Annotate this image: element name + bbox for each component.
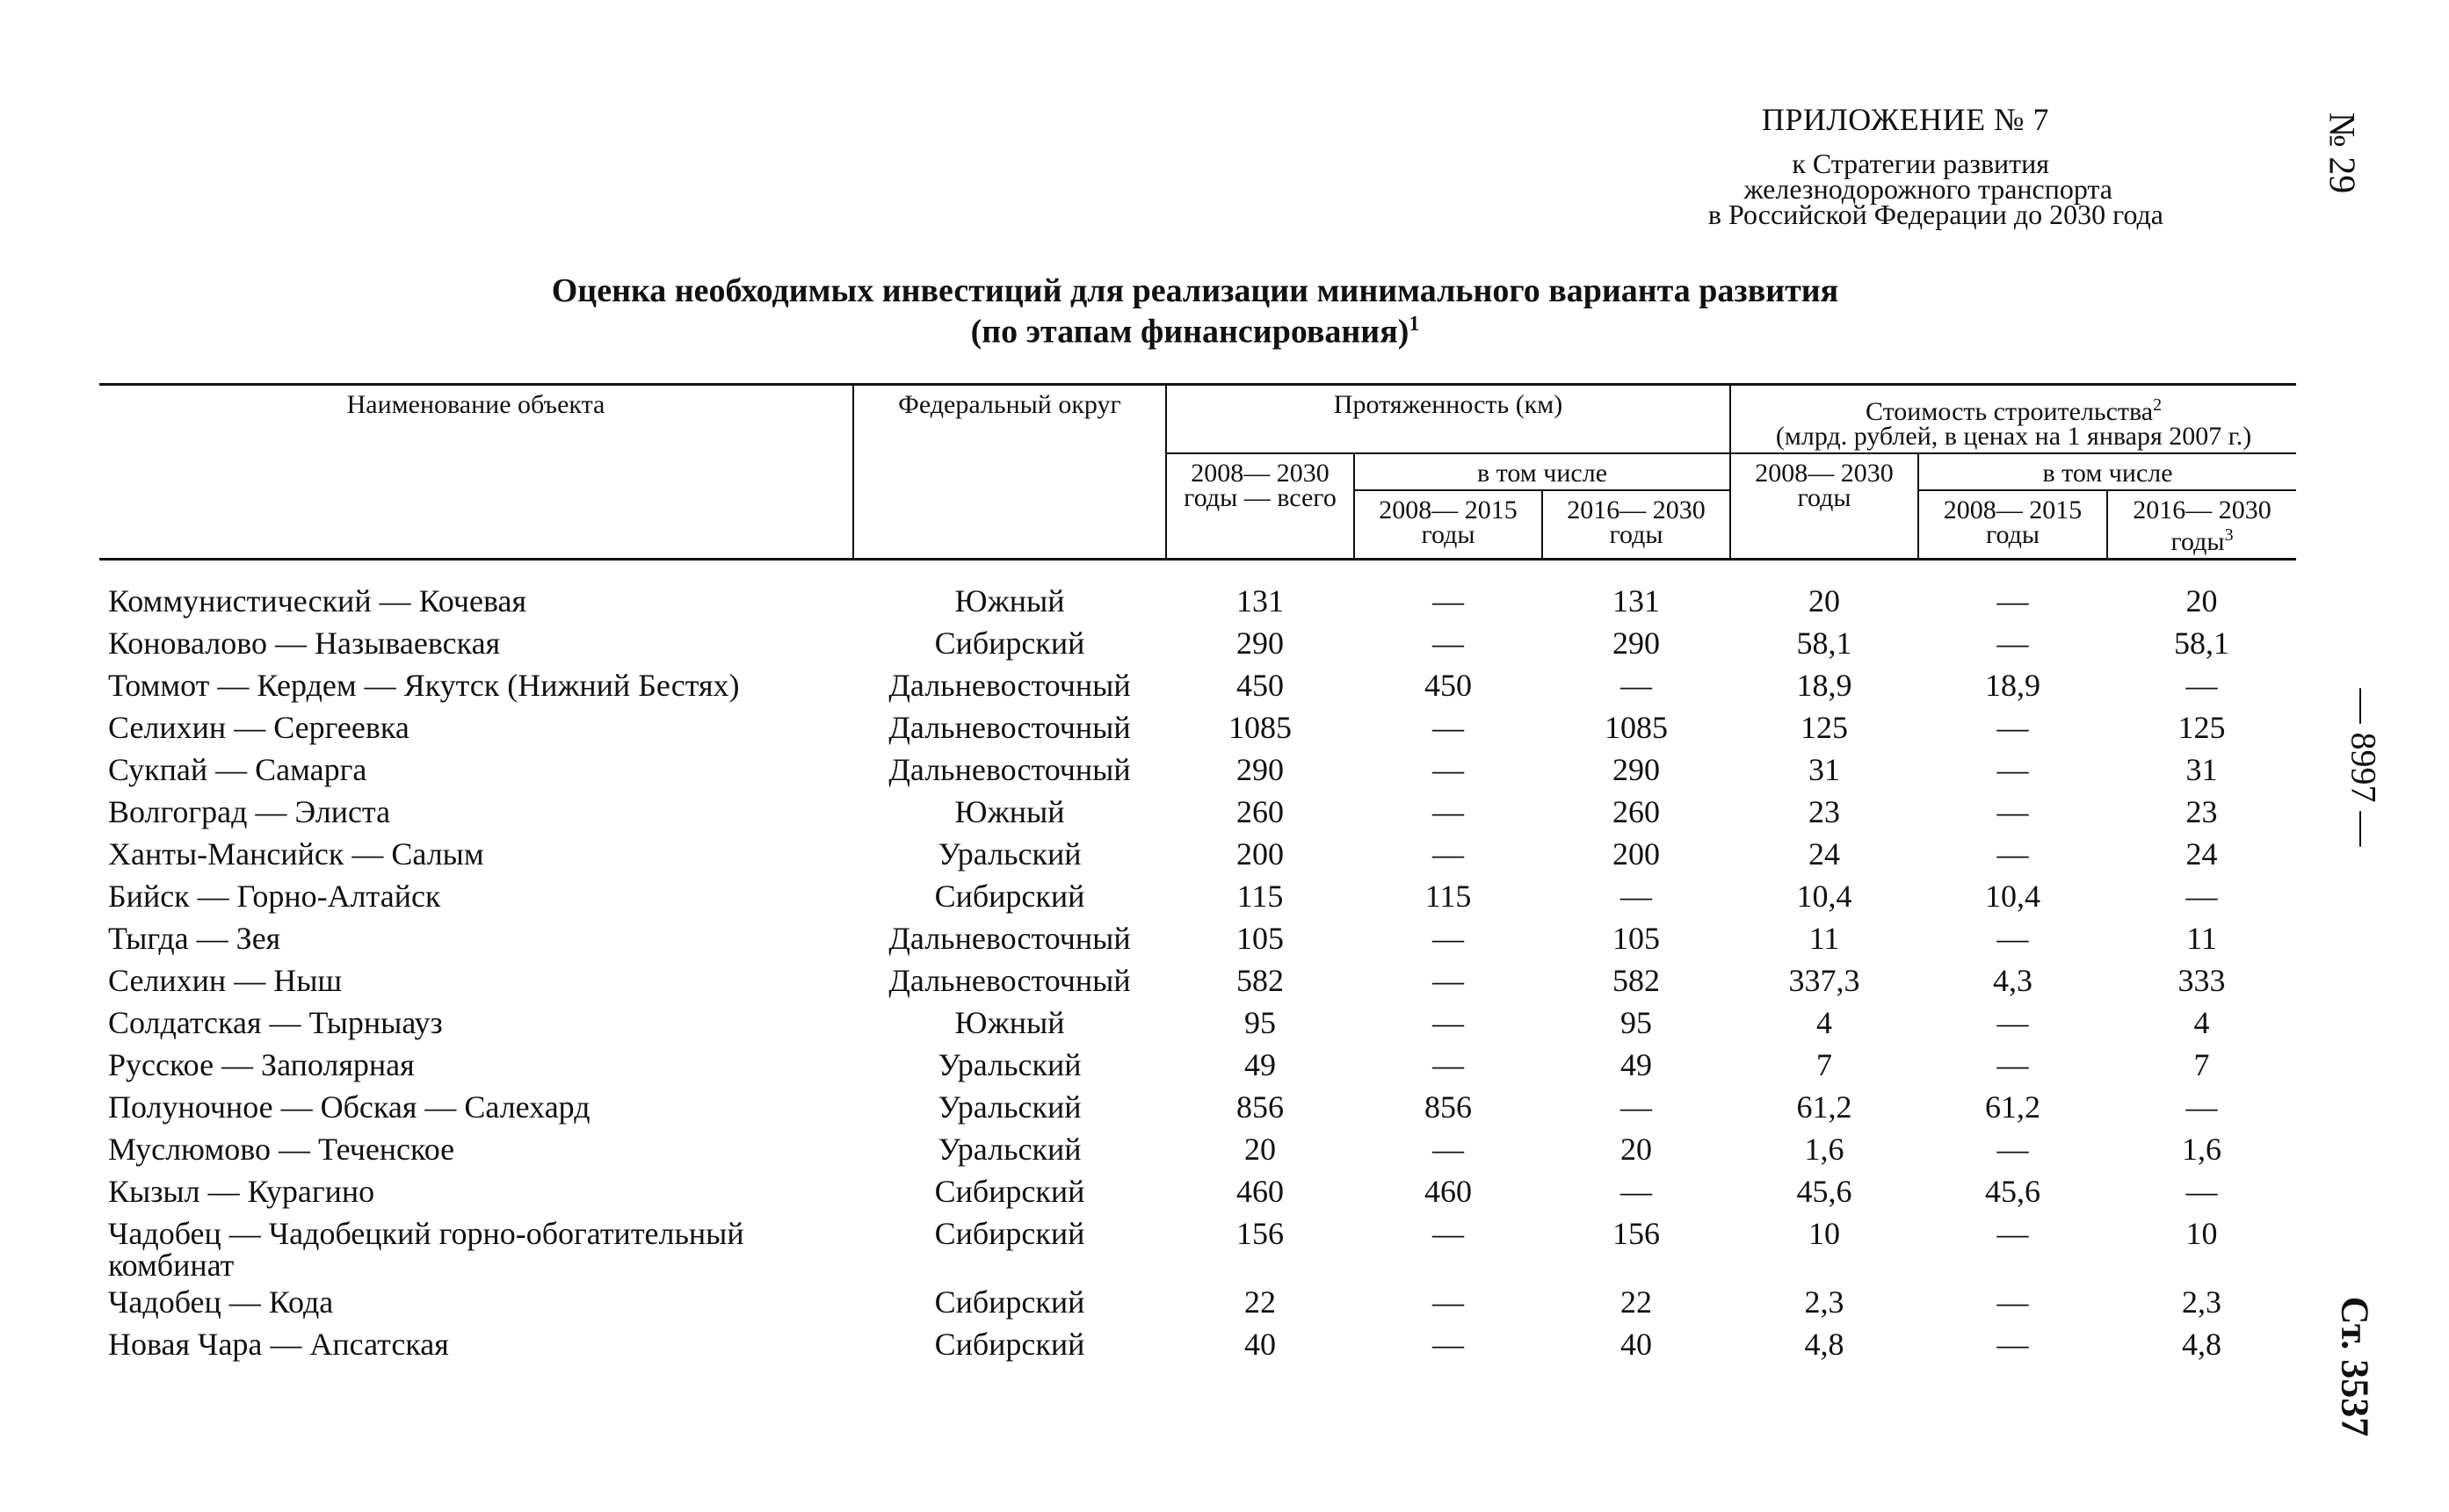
investment-table xyxy=(99,383,2296,1365)
cell-district: Дальневосточный xyxy=(888,963,1131,998)
header-cost-units: (млрд. рублей, в ценах на 1 января 2007 г.) xyxy=(1775,422,2252,451)
cell-cost-p1: — xyxy=(1996,836,2029,872)
table-row xyxy=(99,959,2296,1002)
cell-len-p1: 450 xyxy=(1424,668,1472,703)
cell-name: Сукпай — Самарга xyxy=(108,752,367,787)
cell-cost-total: 58,1 xyxy=(1796,626,1852,661)
cell-cost-p2: 4,8 xyxy=(2182,1327,2222,1362)
cell-len-p2: 20 xyxy=(1620,1132,1653,1167)
cell-cost-p1: 61,2 xyxy=(1985,1089,2041,1125)
cell-len-p2: — xyxy=(1620,668,1653,703)
article-number: Ст. 3537 xyxy=(2333,1296,2377,1437)
cell-len-total: 290 xyxy=(1236,626,1284,661)
investment-table-wrapper xyxy=(99,383,2296,1365)
cell-cost-p1: — xyxy=(1996,1327,2029,1362)
appendix-line-3: в Российской Федерации до 2030 года xyxy=(1707,198,2163,230)
cell-cost-p1: — xyxy=(1996,710,2029,745)
table-row xyxy=(99,791,2296,833)
header-name: Наименование объекта xyxy=(99,385,853,560)
table-row xyxy=(99,1002,2296,1044)
cell-cost-p1: — xyxy=(1996,1216,2029,1251)
table-row xyxy=(99,1086,2296,1128)
cell-len-total: 131 xyxy=(1236,583,1284,619)
cell-len-p1: 115 xyxy=(1424,879,1472,914)
cell-cost-total: 1,6 xyxy=(1804,1132,1844,1167)
header-cost-label: Стоимость строительства xyxy=(1865,397,2154,426)
table-row xyxy=(99,560,2296,623)
cell-len-total: 115 xyxy=(1236,879,1284,914)
table-row xyxy=(99,1170,2296,1212)
cell-cost-total: 125 xyxy=(1801,710,1849,745)
cell-cost-p2: 1,6 xyxy=(2182,1132,2222,1167)
cell-name: Коммунистический — Кочевая xyxy=(108,583,527,619)
table-row xyxy=(99,917,2296,959)
cell-len-p2: 290 xyxy=(1612,752,1661,787)
cell-cost-total: 337,3 xyxy=(1788,963,1860,998)
cell-len-total: 20 xyxy=(1244,1132,1276,1167)
table-row xyxy=(99,833,2296,875)
cell-district: Уральский xyxy=(938,1047,1082,1082)
cell-cost-total: 2,3 xyxy=(1804,1284,1844,1320)
header-cost-total: 2008— 2030 годы xyxy=(1730,453,1918,560)
cell-cost-p1: 4,3 xyxy=(1993,963,2033,998)
cell-cost-p1: — xyxy=(1996,1005,2029,1040)
cell-len-p1: 460 xyxy=(1424,1174,1472,1209)
cell-cost-p1: — xyxy=(1996,583,2029,619)
cell-cost-p1: — xyxy=(1996,1284,2029,1320)
cell-cost-p2: 10 xyxy=(2185,1216,2218,1251)
cell-cost-p1: 10,4 xyxy=(1985,879,2041,914)
cell-district: Южный xyxy=(954,794,1065,829)
cell-cost-total: 4,8 xyxy=(1804,1327,1844,1362)
header-cost-including: в том числе xyxy=(1918,453,2296,490)
title-line-1: Оценка необходимых инвестиций для реализации минимального варианта развития xyxy=(551,272,1839,309)
cell-cost-p2: 333 xyxy=(2177,963,2226,998)
cell-cost-p1: 45,6 xyxy=(1985,1174,2041,1209)
cell-cost-p1: — xyxy=(1996,752,2029,787)
cell-len-p2: 95 xyxy=(1620,1005,1653,1040)
cell-name: Ханты-Мансийск — Салым xyxy=(108,836,484,872)
cell-district: Южный xyxy=(954,1005,1065,1040)
cell-district: Уральский xyxy=(938,1089,1082,1125)
document-title xyxy=(97,274,2293,349)
cell-district: Сибирский xyxy=(934,1327,1085,1362)
cell-cost-p2: 125 xyxy=(2177,710,2226,745)
cell-len-total: 582 xyxy=(1236,963,1284,998)
cell-len-p1: — xyxy=(1432,583,1464,619)
cell-cost-total: 20 xyxy=(1808,583,1841,619)
cell-len-p2: 1085 xyxy=(1605,710,1669,745)
cell-len-p1: — xyxy=(1432,1047,1464,1082)
cell-name: Русское — Заполярная xyxy=(108,1047,415,1082)
appendix-line-1: к Стратегии развития xyxy=(1792,147,2049,179)
cell-len-total: 49 xyxy=(1244,1047,1276,1082)
cell-cost-p1: 18,9 xyxy=(1985,668,2041,703)
table-row xyxy=(99,875,2296,917)
cell-len-total: 95 xyxy=(1244,1005,1276,1040)
cell-cost-total: 23 xyxy=(1808,794,1841,829)
header-length-total: 2008— 2030 годы — всего xyxy=(1166,453,1354,560)
cell-cost-total: 18,9 xyxy=(1796,668,1852,703)
cell-len-total: 22 xyxy=(1244,1284,1276,1320)
header-cost-p2-footnote: 3 xyxy=(2224,525,2234,545)
header-cost-p2 xyxy=(2107,490,2296,560)
table-header xyxy=(99,385,2296,560)
cell-cost-p2: 24 xyxy=(2185,836,2218,872)
cell-len-total: 460 xyxy=(1236,1174,1284,1209)
cell-name: Кызыл — Курагино xyxy=(108,1174,375,1209)
cell-len-total: 1085 xyxy=(1228,710,1292,745)
cell-cost-p1: — xyxy=(1996,626,2029,661)
cell-district: Уральский xyxy=(938,836,1082,872)
cell-cost-total: 31 xyxy=(1808,752,1841,787)
cell-cost-p2: — xyxy=(2185,879,2218,914)
cell-cost-p2: — xyxy=(2185,668,2218,703)
cell-len-p1: — xyxy=(1432,836,1464,872)
cell-cost-p2: 20 xyxy=(2185,583,2218,619)
cell-cost-p2: 2,3 xyxy=(2182,1284,2222,1320)
header-length-p2: 2016— 2030 годы xyxy=(1542,490,1730,560)
cell-len-p2: 260 xyxy=(1612,794,1661,829)
header-cost-p1: 2008— 2015 годы xyxy=(1918,490,2107,560)
cell-len-p2: — xyxy=(1620,1174,1653,1209)
cell-len-total: 260 xyxy=(1236,794,1284,829)
cell-district: Уральский xyxy=(938,1132,1082,1167)
cell-len-p2: 156 xyxy=(1612,1216,1661,1251)
cell-cost-p2: 4 xyxy=(2193,1005,2210,1040)
cell-cost-p2: 31 xyxy=(2185,752,2218,787)
cell-district: Сибирский xyxy=(934,1216,1085,1251)
header-cost xyxy=(1730,385,2296,454)
cell-cost-p2: — xyxy=(2185,1174,2218,1209)
cell-name: Солдатская — Тырныауз xyxy=(108,1005,443,1040)
header-district: Федеральный округ xyxy=(853,385,1166,560)
cell-len-total: 450 xyxy=(1236,668,1284,703)
cell-cost-p2: — xyxy=(2185,1089,2218,1125)
cell-district: Южный xyxy=(954,583,1065,619)
cell-len-p1: — xyxy=(1432,921,1464,956)
cell-name: Томмот — Кердем — Якутск (Нижний Бестях) xyxy=(108,668,740,703)
cell-len-p2: 582 xyxy=(1612,963,1661,998)
cell-len-p2: 131 xyxy=(1612,583,1661,619)
title-line-2 xyxy=(97,307,2293,349)
cell-len-p1: — xyxy=(1432,1327,1464,1362)
cell-name: Селихин — Сергеевка xyxy=(108,710,409,745)
cell-district: Сибирский xyxy=(934,626,1085,661)
header-length-including: в том числе xyxy=(1354,453,1730,490)
cell-district: Дальневосточный xyxy=(888,668,1131,703)
cell-cost-p1: — xyxy=(1996,1047,2029,1082)
cell-name: Полуночное — Обская — Салехард xyxy=(108,1089,591,1125)
cell-cost-total: 45,6 xyxy=(1796,1174,1852,1209)
cell-cost-total: 11 xyxy=(1808,921,1840,956)
header-length: Протяженность (км) xyxy=(1166,385,1730,454)
cell-len-p2: — xyxy=(1620,1089,1653,1125)
page-marker: — 8997 — xyxy=(2344,688,2384,847)
table-row xyxy=(99,622,2296,664)
cell-district: Дальневосточный xyxy=(888,921,1131,956)
cell-cost-total: 10 xyxy=(1808,1216,1841,1251)
cell-len-p1: — xyxy=(1432,1132,1464,1167)
table-row xyxy=(99,706,2296,749)
cell-name: Бийск — Горно-Алтайск xyxy=(108,879,441,914)
cell-name: Селихин — Ныш xyxy=(108,963,343,998)
cell-len-p1: — xyxy=(1432,963,1464,998)
cell-len-p1: — xyxy=(1432,1005,1464,1040)
cell-len-total: 200 xyxy=(1236,836,1284,872)
cell-cost-p2: 58,1 xyxy=(2174,626,2230,661)
cell-district: Дальневосточный xyxy=(888,710,1131,745)
cell-cost-total: 7 xyxy=(1816,1047,1833,1082)
header-length-p1: 2008— 2015 годы xyxy=(1354,490,1542,560)
cell-len-p1: — xyxy=(1432,794,1464,829)
cell-cost-p1: — xyxy=(1996,921,2029,956)
cell-name: Волгоград — Элиста xyxy=(108,794,391,829)
cell-len-p1: — xyxy=(1432,1216,1464,1251)
header-cost-footnote: 2 xyxy=(2153,395,2163,415)
title-footnote-mark: 1 xyxy=(1409,313,1420,336)
cell-len-p2: 49 xyxy=(1620,1047,1653,1082)
cell-len-total: 40 xyxy=(1244,1327,1276,1362)
cell-len-p1: 856 xyxy=(1424,1089,1472,1125)
cell-district: Сибирский xyxy=(934,1174,1085,1209)
cell-len-p2: 22 xyxy=(1620,1284,1653,1320)
cell-district: Сибирский xyxy=(934,1284,1085,1320)
cell-name: Тыгда — Зея xyxy=(108,921,281,956)
cell-len-p2: 40 xyxy=(1620,1327,1653,1362)
cell-cost-p2: 23 xyxy=(2185,794,2218,829)
cell-len-p1: — xyxy=(1432,710,1464,745)
appendix-block xyxy=(1460,104,2163,228)
cell-len-p2: 290 xyxy=(1612,626,1661,661)
table-row xyxy=(99,1212,2296,1281)
cell-cost-total: 61,2 xyxy=(1796,1089,1852,1125)
table-row xyxy=(99,749,2296,791)
header-cost-p2-label: 2016— 2030 годы xyxy=(2133,496,2271,556)
cell-len-total: 856 xyxy=(1236,1089,1284,1125)
cell-cost-total: 10,4 xyxy=(1796,879,1852,914)
cell-cost-p1: — xyxy=(1996,1132,2029,1167)
cell-len-total: 156 xyxy=(1236,1216,1284,1251)
appendix-title: ПРИЛОЖЕНИЕ № 7 xyxy=(1761,102,2049,137)
table-row xyxy=(99,664,2296,706)
cell-district: Дальневосточный xyxy=(888,752,1131,787)
cell-cost-p2: 11 xyxy=(2186,921,2217,956)
cell-district: Сибирский xyxy=(934,879,1085,914)
cell-len-p2: 200 xyxy=(1612,836,1661,872)
cell-name: Муслюмово — Теченское xyxy=(108,1132,455,1167)
cell-name: Чадобец — Чадобецкий горно-обогатительный комбинат xyxy=(108,1216,744,1283)
cell-len-p2: — xyxy=(1620,879,1653,914)
cell-len-p1: — xyxy=(1432,626,1464,661)
title-line-2-text: (по этапам финансирования) xyxy=(970,313,1409,351)
table-row xyxy=(99,1323,2296,1365)
cell-len-p1: — xyxy=(1432,1284,1464,1320)
cell-len-total: 105 xyxy=(1236,921,1284,956)
table-body xyxy=(99,560,2296,1366)
cell-cost-total: 24 xyxy=(1808,836,1841,872)
cell-cost-p2: 7 xyxy=(2193,1047,2210,1082)
cell-cost-p1: — xyxy=(1996,794,2029,829)
cell-name: Чадобец — Кода xyxy=(108,1284,334,1320)
cell-name: Новая Чара — Апсатская xyxy=(108,1327,449,1362)
cell-len-p2: 105 xyxy=(1612,921,1661,956)
issue-number: № 29 xyxy=(2321,112,2362,194)
table-row xyxy=(99,1281,2296,1323)
table-row xyxy=(99,1128,2296,1170)
table-row xyxy=(99,1044,2296,1086)
cell-len-p1: — xyxy=(1432,752,1464,787)
appendix-line-2: железнодорожного транспорта xyxy=(1743,172,2112,205)
cell-len-total: 290 xyxy=(1236,752,1284,787)
cell-cost-total: 4 xyxy=(1816,1005,1833,1040)
cell-name: Коновалово — Называевская xyxy=(108,626,501,661)
